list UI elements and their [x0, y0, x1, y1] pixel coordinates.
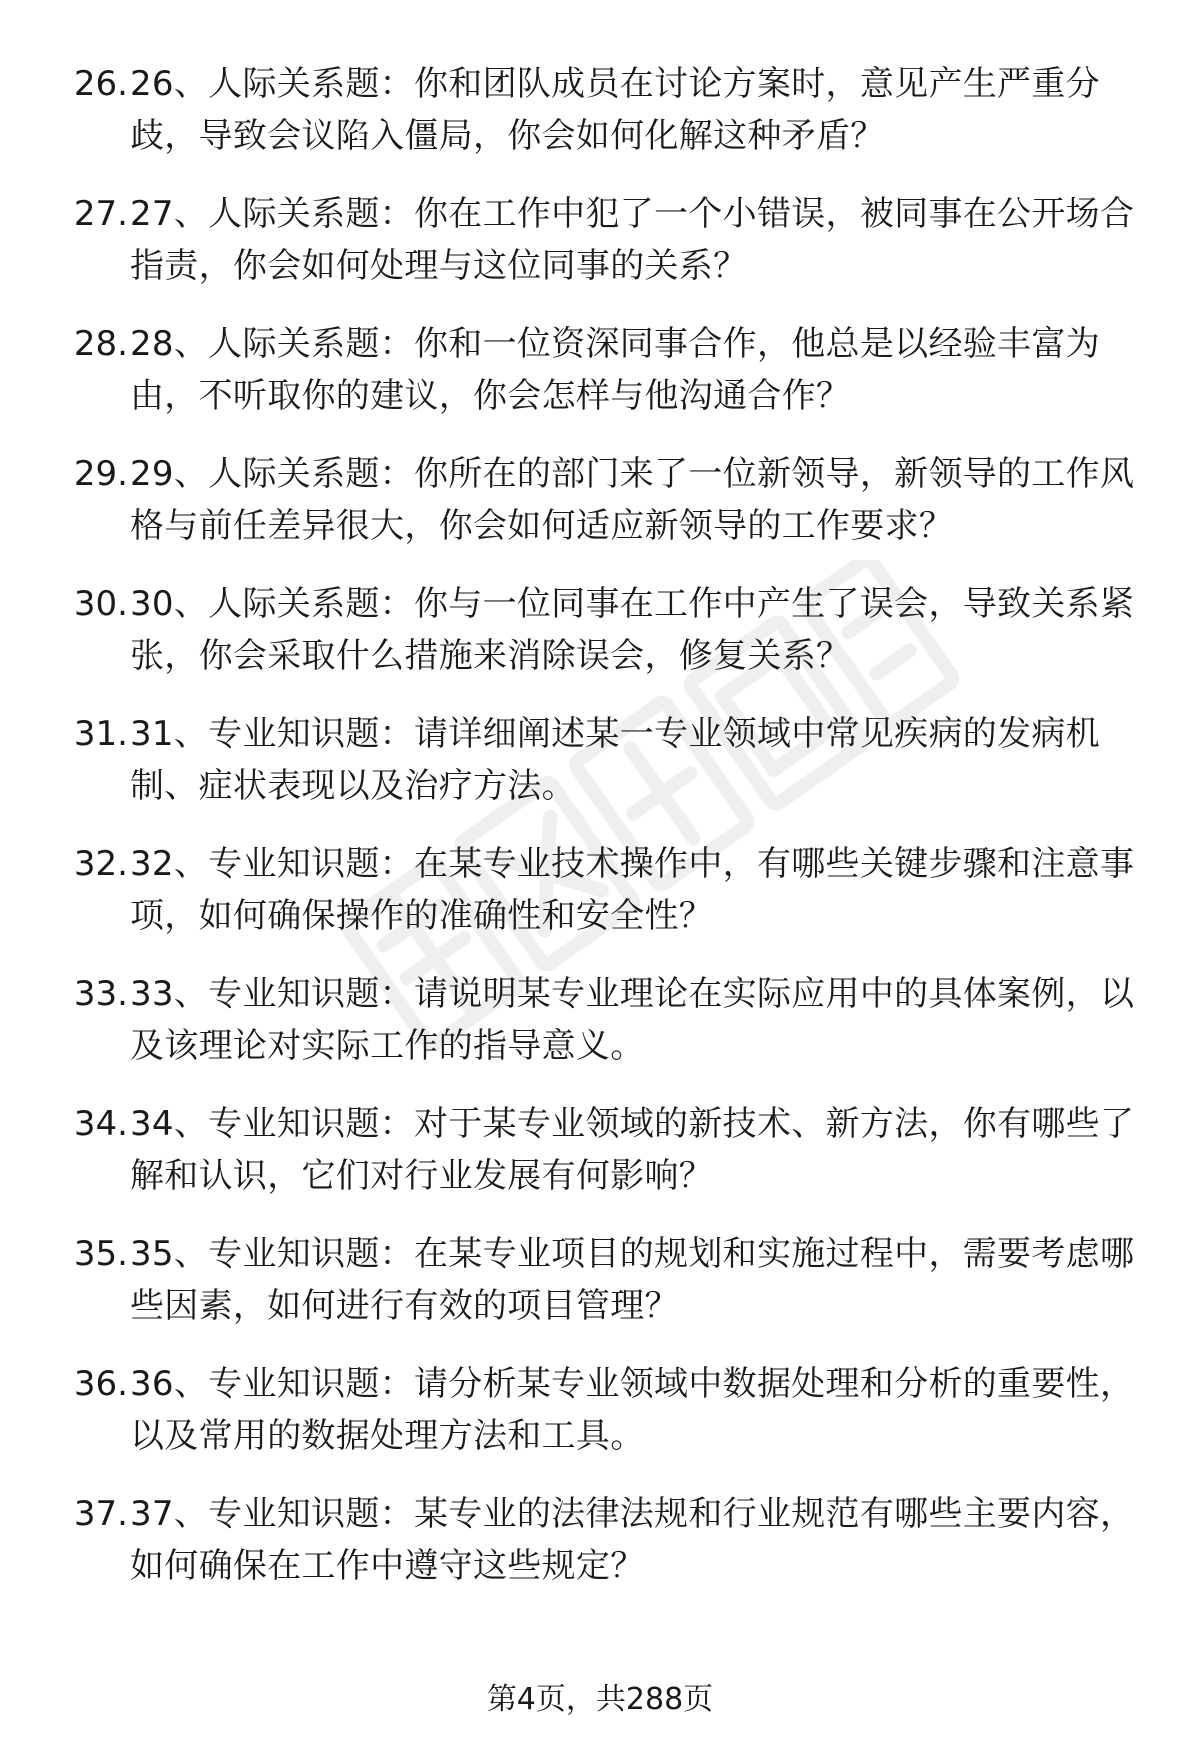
question-number: 26. — [73, 64, 128, 104]
question-text: 28、人际关系题：你和一位资深同事合作，他总是以经验丰富为由，不听取你的建议，你会怎样与他沟通合作？ — [130, 324, 1100, 416]
question-item — [0, 1098, 1200, 1228]
question-text: 35、专业知识题：在某专业项目的规划和实施过程中，需要考虑哪些因素，如何进行有效的项目管理？ — [130, 1234, 1135, 1326]
question-list — [0, 58, 1200, 1618]
question-item — [0, 188, 1200, 318]
question-text: 32、专业知识题：在某专业技术操作中，有哪些关键步骤和注意事项，如何确保操作的准确性和安全性？ — [130, 844, 1135, 936]
question-number: 31. — [73, 714, 128, 754]
question-item — [0, 838, 1200, 968]
question-text: 30、人际关系题：你与一位同事在工作中产生了误会，导致关系紧张，你会采取什么措施来消除误会，修复关系？ — [130, 584, 1135, 676]
question-number: 34. — [73, 1104, 128, 1144]
question-text: 34、专业知识题：对于某专业领域的新技术、新方法，你有哪些了解和认识，它们对行业发展有何影响？ — [130, 1104, 1135, 1196]
question-text: 36、专业知识题：请分析某专业领域中数据处理和分析的重要性，以及常用的数据处理方法和工具。 — [130, 1364, 1135, 1456]
question-number: 27. — [73, 194, 128, 234]
question-number: 29. — [73, 454, 128, 494]
question-number: 37. — [73, 1494, 128, 1534]
question-number: 36. — [73, 1364, 128, 1404]
question-text: 33、专业知识题：请说明某专业理论在实际应用中的具体案例，以及该理论对实际工作的指导意义。 — [130, 974, 1135, 1066]
question-text: 26、人际关系题：你和团队成员在讨论方案时，意见产生严重分歧，导致会议陷入僵局，你会如何化解这种矛盾？ — [130, 64, 1100, 156]
question-text: 27、人际关系题：你在工作中犯了一个小错误，被同事在公开场合指责，你会如何处理与这位同事的关系？ — [130, 194, 1135, 286]
question-item — [0, 968, 1200, 1098]
question-text: 31、专业知识题：请详细阐述某一专业领域中常见疾病的发病机制、症状表现以及治疗方法。 — [130, 714, 1100, 806]
question-item — [0, 1228, 1200, 1358]
page-footer: 第4页，共288页 — [486, 1682, 714, 1717]
question-number: 35. — [73, 1234, 128, 1274]
question-item — [0, 578, 1200, 708]
question-number: 33. — [73, 974, 128, 1014]
question-text: 29、人际关系题：你所在的部门来了一位新领导，新领导的工作风格与前任差异很大，你会如何适应新领导的工作要求？ — [130, 454, 1135, 546]
question-item — [0, 58, 1200, 188]
question-item — [0, 448, 1200, 578]
question-item — [0, 708, 1200, 838]
question-item — [0, 318, 1200, 448]
question-item — [0, 1358, 1200, 1488]
question-number: 28. — [73, 324, 128, 364]
question-number: 30. — [73, 584, 128, 624]
question-number: 32. — [73, 844, 128, 884]
question-text: 37、专业知识题：某专业的法律法规和行业规范有哪些主要内容，如何确保在工作中遵守这些规定？ — [130, 1494, 1135, 1586]
question-item — [0, 1488, 1200, 1618]
